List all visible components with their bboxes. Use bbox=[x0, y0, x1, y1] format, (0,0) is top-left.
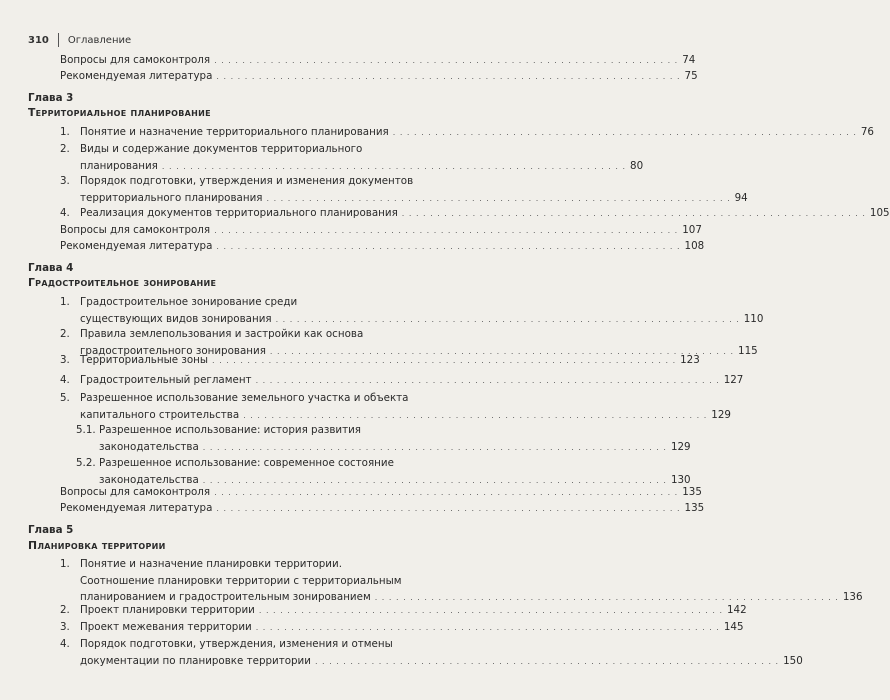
toc-entry-row bbox=[80, 190, 748, 207]
toc-entry-questions-label: Вопросы для самоконтроля bbox=[60, 486, 211, 498]
page-number-ref: 110 bbox=[743, 312, 764, 325]
leader-dots: . . . . . . . . . . . . . . . . . . . . . . . . . . . . . . . . . . . . . . . . . . . . . . . . . . . . . . . . . . . . . . . . . . bbox=[214, 56, 679, 65]
toc-entry-text: Порядок подготовки, утверждения, изменения и отмены bbox=[80, 638, 393, 650]
toc-entry-label: планированием и градостроительным зонированием bbox=[80, 591, 371, 603]
page-number-ref: 129 bbox=[670, 440, 691, 453]
toc-entry-literature bbox=[60, 68, 698, 84]
page-number-ref: 127 bbox=[723, 374, 744, 386]
leader-dots: . . . . . . . . . . . . . . . . . . . . . . . . . . . . . . . . . . . . . . . . . . . . . . . . . . . . . . . . . . . . . . . . . . bbox=[202, 442, 667, 452]
toc-entry-literature-label: Рекомендуемая литература bbox=[60, 70, 213, 82]
leader-dots: . . . . . . . . . . . . . . . . . . . . . . . . . . . . . . . . . . . . . . . . . . . . . . . . . . . . . . . . . . . . . . . . . . bbox=[216, 72, 681, 81]
toc-entry-literature-row bbox=[60, 238, 705, 255]
toc-entry-num: 4. bbox=[60, 207, 70, 219]
chapter-label: Глава 3 bbox=[28, 92, 74, 104]
chapter-title: Территориальное планирование bbox=[28, 106, 211, 119]
toc-entry-literature bbox=[60, 238, 705, 254]
leader-dots: . . . . . . . . . . . . . . . . . . . . . . . . . . . . . . . . . . . . . . . . . . . . . . . . . . . . . . . . . . . . . . . . . . bbox=[211, 356, 677, 365]
toc-entry-row bbox=[80, 205, 890, 222]
toc-entry bbox=[80, 205, 890, 221]
toc-entry-text: Виды и содержание документов территориального bbox=[80, 143, 363, 155]
toc-entry-num: 4. bbox=[60, 374, 70, 386]
chapter-title: Планировка территории bbox=[28, 539, 166, 552]
page-number: 310 bbox=[28, 34, 49, 46]
leader-dots: . . . . . . . . . . . . . . . . . . . . . . . . . . . . . . . . . . . . . . . . . . . . . . . . . . . . . . . . . . . . . . . . . . bbox=[202, 475, 667, 485]
toc-entry-label: Градостроительный регламент bbox=[80, 374, 252, 386]
toc-entry-label: Проект межевания территории bbox=[80, 621, 252, 633]
leader-dots: . . . . . . . . . . . . . . . . . . . . . . . . . . . . . . . . . . . . . . . . . . . . . . . . . . . . . . . . . . . . . . . . . . bbox=[214, 488, 679, 497]
leader-dots: . . . . . . . . . . . . . . . . . . . . . . . . . . . . . . . . . . . . . . . . . . . . . . . . . . . . . . . . . . . . . . . . . . bbox=[392, 128, 857, 137]
leader-dots: . . . . . . . . . . . . . . . . . . . . . . . . . . . . . . . . . . . . . . . . . . . . . . . . . . . . . . . . . . . . . . . . . . bbox=[258, 606, 723, 615]
toc-entry-label: Реализация документов территориального планирования bbox=[80, 207, 398, 219]
toc-entry-row bbox=[80, 158, 644, 175]
page-number-ref: 76 bbox=[860, 126, 874, 138]
toc-entry-num: 3. bbox=[60, 621, 70, 633]
toc-subentry-label: законодательства bbox=[99, 473, 199, 486]
toc-entry-questions bbox=[60, 484, 702, 500]
toc-entry-num: 3. bbox=[60, 175, 70, 187]
toc-entry-row bbox=[80, 407, 731, 424]
toc-subentry-num: 5.2. bbox=[76, 457, 96, 469]
toc-entry-label: документации по планировке территории bbox=[80, 654, 311, 667]
toc-entry-literature-label: Рекомендуемая литература bbox=[60, 502, 213, 514]
toc-entry bbox=[80, 619, 744, 635]
toc-entry bbox=[80, 190, 748, 206]
section-title: Оглавление bbox=[67, 34, 132, 46]
toc-entry-row bbox=[80, 352, 700, 369]
toc-subentry-label: законодательства bbox=[99, 440, 199, 453]
toc-entry-label: Понятие и назначение территориального планирования bbox=[80, 126, 389, 138]
leader-dots: . . . . . . . . . . . . . . . . . . . . . . . . . . . . . . . . . . . . . . . . . . . . . . . . . . . . . . . . . . . . . . . . . . bbox=[243, 410, 708, 420]
toc-entry-num: 1. bbox=[60, 126, 70, 138]
toc-entry-questions-row bbox=[60, 222, 702, 239]
toc-entry-questions bbox=[60, 52, 696, 68]
toc-entry bbox=[80, 653, 803, 669]
toc-entry-questions-row bbox=[60, 484, 702, 501]
leader-dots: . . . . . . . . . . . . . . . . . . . . . . . . . . . . . . . . . . . . . . . . . . . . . . . . . . . . . . . . . . . . . . . . . . bbox=[161, 161, 627, 171]
toc-entry-label: существующих видов зонирования bbox=[80, 312, 272, 325]
toc-entry-num: 2. bbox=[60, 143, 70, 155]
toc-entry-label: планирования bbox=[80, 159, 158, 172]
toc-subentry-text: Разрешенное использование: история развития bbox=[99, 424, 361, 436]
toc-entry-num: 2. bbox=[60, 328, 70, 340]
toc-entry-label: градостроительного зонирования bbox=[80, 344, 266, 357]
toc-entry bbox=[80, 602, 747, 618]
page-number-ref: 136 bbox=[842, 591, 863, 603]
toc-subentry-text: Разрешенное использование: современное состояние bbox=[99, 457, 394, 469]
toc-entry-num: 4. bbox=[60, 638, 70, 650]
page-number-ref: 150 bbox=[783, 654, 803, 667]
page-number-ref: 135 bbox=[684, 502, 705, 514]
page-number-ref: 135 bbox=[682, 486, 702, 498]
toc-entry-literature-row bbox=[60, 500, 705, 517]
toc-entry-literature-label: Рекомендуемая литература bbox=[60, 240, 213, 252]
toc-entry-text: Правила землепользования и застройки как основа bbox=[80, 328, 364, 340]
toc-entry-num: 1. bbox=[60, 296, 70, 308]
chapter-label: Глава 5 bbox=[28, 524, 74, 536]
toc-subentry bbox=[99, 439, 691, 455]
leader-dots: . . . . . . . . . . . . . . . . . . . . . . . . . . . . . . . . . . . . . . . . . . . . . . . . . . . . . . . . . . . . . . . . . . bbox=[401, 209, 866, 218]
page-number-ref: 129 bbox=[711, 408, 731, 421]
toc-entry-literature-row bbox=[60, 68, 698, 85]
leader-dots: . . . . . . . . . . . . . . . . . . . . . . . . . . . . . . . . . . . . . . . . . . . . . . . . . . . . . . . . . . . . . . . . . . bbox=[216, 504, 681, 513]
page-number-ref: 145 bbox=[723, 621, 744, 633]
toc-entry bbox=[80, 124, 874, 140]
toc-entry bbox=[80, 372, 744, 388]
toc-entry bbox=[80, 352, 700, 368]
toc-entry-row bbox=[80, 619, 744, 636]
leader-dots: . . . . . . . . . . . . . . . . . . . . . . . . . . . . . . . . . . . . . . . . . . . . . . . . . . . . . . . . . . . . . . . . . . bbox=[255, 623, 720, 632]
toc-entry-text: Понятие и назначение планировки территории. bbox=[80, 558, 342, 570]
toc-entry-label: территориального планирования bbox=[80, 191, 263, 204]
toc-entry-num: 1. bbox=[60, 558, 70, 570]
toc-entry-questions-row bbox=[60, 52, 696, 69]
leader-dots: . . . . . . . . . . . . . . . . . . . . . . . . . . . . . . . . . . . . . . . . . . . . . . . . . . . . . . . . . . . . . . . . . . bbox=[216, 242, 681, 251]
toc-entry-questions-label: Вопросы для самоконтроля bbox=[60, 54, 211, 66]
toc-entry-questions-label: Вопросы для самоконтроля bbox=[60, 224, 211, 236]
page-number-ref: 94 bbox=[734, 191, 748, 204]
toc-entry bbox=[80, 407, 731, 423]
toc-entry-questions bbox=[60, 222, 702, 238]
toc-entry-label: Территориальные зоны bbox=[80, 354, 208, 366]
toc-entry-literature bbox=[60, 500, 705, 516]
toc-subentry-num: 5.1. bbox=[76, 424, 96, 436]
page-number-ref: 115 bbox=[738, 344, 758, 357]
toc-entry-row bbox=[80, 372, 744, 389]
page-number-ref: 74 bbox=[682, 54, 696, 66]
page-number-ref: 80 bbox=[630, 159, 644, 172]
page-number-ref: 123 bbox=[680, 354, 700, 366]
toc-entry-text: Градостроительное зонирование среди bbox=[80, 296, 298, 308]
page-number-ref: 130 bbox=[670, 473, 691, 486]
toc-entry-row bbox=[80, 311, 764, 328]
toc-entry-num: 5. bbox=[60, 392, 70, 404]
toc-entry bbox=[80, 158, 644, 174]
page-number-ref: 105 bbox=[869, 207, 890, 219]
toc-subentry-row bbox=[99, 439, 691, 456]
toc-entry-num: 3. bbox=[60, 354, 70, 366]
page-number-ref: 75 bbox=[684, 70, 698, 82]
leader-dots: . . . . . . . . . . . . . . . . . . . . . . . . . . . . . . . . . . . . . . . . . . . . . . . . . . . . . . . . . . . . . . . . . . bbox=[269, 346, 735, 356]
toc-entry-text: Соотношение планировки территории с территориальным bbox=[80, 574, 402, 587]
leader-dots: . . . . . . . . . . . . . . . . . . . . . . . . . . . . . . . . . . . . . . . . . . . . . . . . . . . . . . . . . . . . . . . . . . bbox=[214, 226, 679, 235]
chapter-title: Градостроительное зонирование bbox=[28, 276, 217, 289]
leader-dots: . . . . . . . . . . . . . . . . . . . . . . . . . . . . . . . . . . . . . . . . . . . . . . . . . . . . . . . . . . . . . . . . . . bbox=[255, 376, 720, 385]
leader-dots: . . . . . . . . . . . . . . . . . . . . . . . . . . . . . . . . . . . . . . . . . . . . . . . . . . . . . . . . . . . . . . . . . . bbox=[314, 656, 780, 666]
leader-dots: . . . . . . . . . . . . . . . . . . . . . . . . . . . . . . . . . . . . . . . . . . . . . . . . . . . . . . . . . . . . . . . . . . bbox=[266, 193, 731, 203]
toc-entry-text: Разрешенное использование земельного участка и объекта bbox=[80, 392, 409, 404]
chapter-label: Глава 4 bbox=[28, 262, 74, 274]
page-number-ref: 107 bbox=[682, 224, 702, 236]
leader-dots: . . . . . . . . . . . . . . . . . . . . . . . . . . . . . . . . . . . . . . . . . . . . . . . . . . . . . . . . . . . . . . . . . . bbox=[374, 593, 839, 602]
page-number-ref: 108 bbox=[684, 240, 705, 252]
page-number-ref: 142 bbox=[727, 604, 747, 616]
toc-entry-label: капитального строительства bbox=[80, 408, 240, 421]
toc-entry bbox=[80, 311, 764, 327]
toc-entry-num: 2. bbox=[60, 604, 70, 616]
leader-dots: . . . . . . . . . . . . . . . . . . . . . . . . . . . . . . . . . . . . . . . . . . . . . . . . . . . . . . . . . . . . . . . . . . bbox=[275, 314, 740, 324]
toc-entry-row bbox=[80, 602, 747, 619]
toc-entry-row bbox=[80, 653, 803, 670]
toc-entry-row bbox=[80, 124, 874, 141]
header-divider bbox=[58, 33, 59, 47]
toc-entry-label: Проект планировки территории bbox=[80, 604, 255, 616]
toc-entry-text: Порядок подготовки, утверждения и изменения документов bbox=[80, 175, 414, 187]
running-header bbox=[28, 33, 131, 47]
